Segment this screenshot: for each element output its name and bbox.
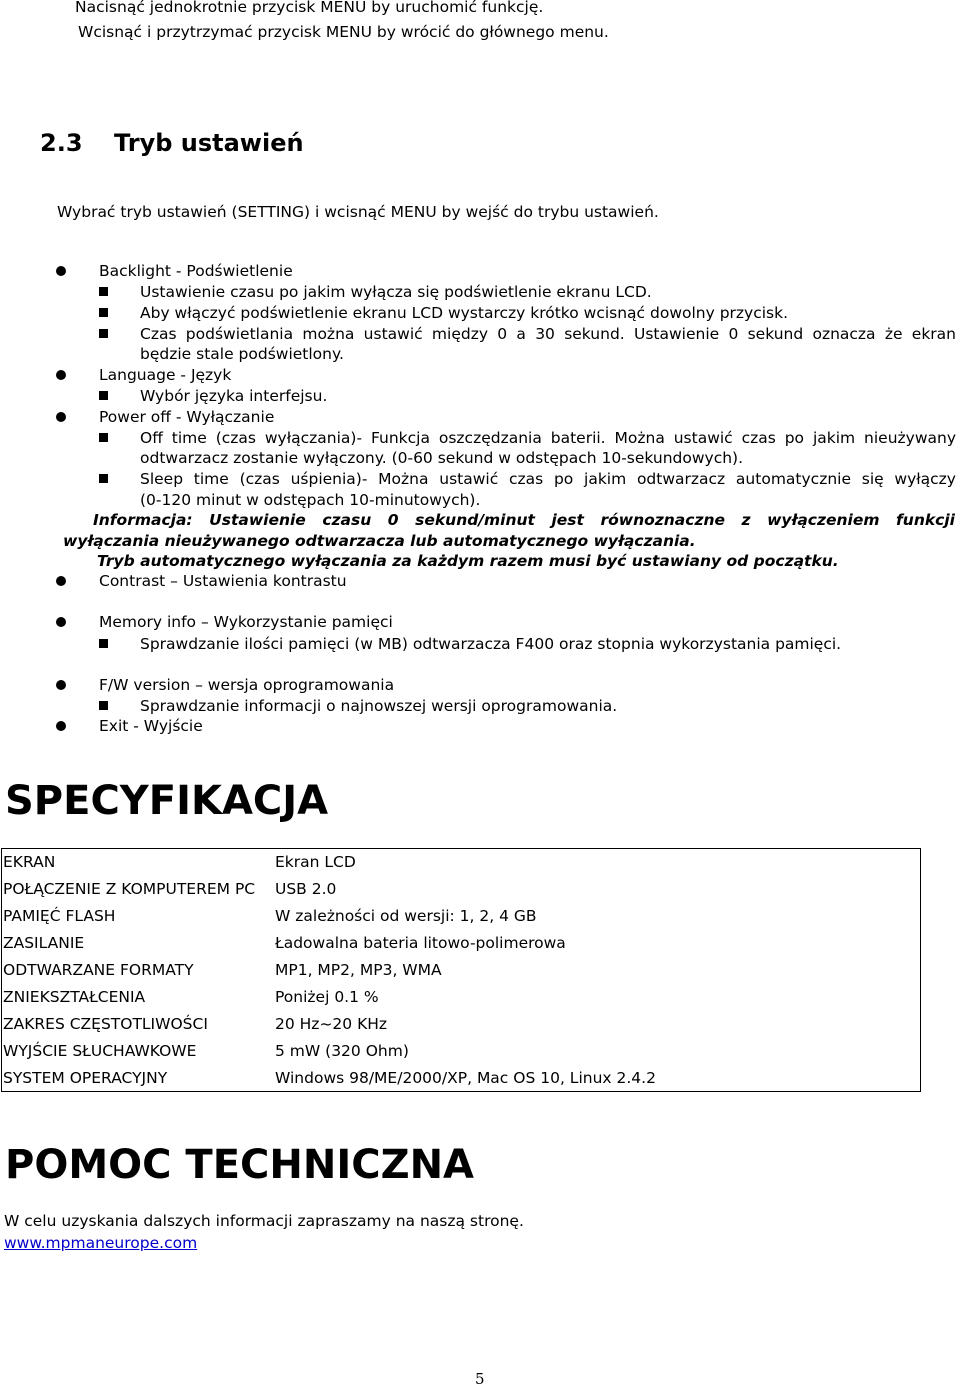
spec-row <box>2 957 921 984</box>
poweroff-label: Power off - Wyłączanie <box>99 408 275 426</box>
instruction-line-1: Nacisnąć jednokrotnie przycisk MENU by uruchomić funkcję. <box>75 0 544 16</box>
section-title: Tryb ustawień <box>114 129 304 157</box>
backlight-sub-1: Ustawienie czasu po jakim wyłącza się podświetlenie ekranu LCD. <box>140 283 652 301</box>
spec-value: Poniżej 0.1 % <box>275 987 379 1006</box>
spec-value: Ekran LCD <box>275 853 356 872</box>
bullet-square-icon <box>99 639 108 648</box>
section-number: 2.3 <box>40 129 83 157</box>
info-line-1: Informacja: Ustawienie czasu 0 sekund/minut jest równoznaczne z wyłączeniem funkcji <box>93 511 955 529</box>
spec-key: ODTWARZANE FORMATY <box>3 961 194 979</box>
spec-row <box>2 930 921 957</box>
language-label: Language - Język <box>99 366 232 384</box>
bullet-square-icon <box>99 391 108 400</box>
backlight-label: Backlight - Podświetlenie <box>99 262 293 280</box>
spec-key: POŁĄCZENIE Z KOMPUTEREM PC <box>3 880 256 899</box>
fw-label: F/W version – wersja oprogramowania <box>99 676 395 694</box>
spec-value: USB 2.0 <box>275 880 337 899</box>
spec-key: SYSTEM OPERACYJNY <box>3 1068 168 1087</box>
spec-row <box>2 1010 921 1037</box>
spec-row <box>2 983 921 1010</box>
support-text: W celu uzyskania dalszych informacji zapraszamy na naszą stronę. <box>4 1212 524 1230</box>
spec-row <box>2 903 921 930</box>
spec-value: Windows 98/ME/2000/XP, Mac OS 10, Linux 2.4.2 <box>275 1068 656 1087</box>
bullet-dot-icon <box>56 266 66 276</box>
instruction-line-2: Wcisnąć i przytrzymać przycisk MENU by wrócić do głównego menu. <box>78 23 609 41</box>
spec-value: MP1, MP2, MP3, WMA <box>275 961 442 979</box>
bullet-square-icon <box>99 701 108 710</box>
spec-key: PAMIĘĆ FLASH <box>3 907 116 926</box>
fw-sub: Sprawdzanie informacji o najnowszej wersji oprogramowania. <box>140 697 618 715</box>
contrast-label: Contrast – Ustawienia kontrastu <box>99 572 347 590</box>
spec-value: 20 Hz~20 KHz <box>275 1014 388 1033</box>
bullet-dot-icon <box>56 617 66 627</box>
info-line-3: Tryb automatycznego wyłączania za każdym razem musi być ustawiany od początku. <box>97 552 839 570</box>
bullet-square-icon <box>99 287 108 296</box>
spec-table <box>1 848 921 1092</box>
exit-label: Exit - Wyjście <box>99 717 203 735</box>
spec-key: ZASILANIE <box>3 934 85 953</box>
backlight-sub-3-line-1: Czas podświetlania można ustawić między 0 a 30 sekund. Ustawienie 0 sekund oznacza że ekran <box>140 325 956 343</box>
backlight-sub-3-line-2: będzie stale podświetlony. <box>140 345 344 363</box>
spec-table-body <box>2 849 921 1092</box>
bullet-dot-icon <box>56 680 66 690</box>
bullet-square-icon <box>99 474 108 483</box>
offtime-line-1: Off time (czas wyłączania)- Funkcja oszczędzania baterii. Można ustawić czas po jakim nieużywany <box>140 429 956 447</box>
spec-row <box>2 1037 921 1064</box>
spec-row <box>2 849 921 876</box>
spec-value: W zależności od wersji: 1, 2, 4 GB <box>275 907 537 926</box>
backlight-sub-2: Aby włączyć podświetlenie ekranu LCD wystarczy krótko wcisnąć dowolny przycisk. <box>140 304 789 322</box>
offtime-line-2: odtwarzacz zostanie wyłączony. (0-60 sekund w odstępach 10-sekundowych). <box>140 449 744 467</box>
language-sub: Wybór języka interfejsu. <box>140 387 328 405</box>
bullet-dot-icon <box>56 412 66 422</box>
section-intro: Wybrać tryb ustawień (SETTING) i wcisnąć MENU by wejść do trybu ustawień. <box>57 203 659 221</box>
bullet-square-icon <box>99 329 108 338</box>
bullet-square-icon <box>99 433 108 442</box>
page-number: 5 <box>475 1370 485 1388</box>
spec-key: ZAKRES CZĘSTOTLIWOŚCI <box>3 1014 208 1033</box>
spec-value: 5 mW (320 Ohm) <box>275 1041 409 1060</box>
spec-row <box>2 1064 921 1091</box>
sleeptime-line-1: Sleep time (czas uśpienia)- Można ustawić czas po jakim odtwarzacz automatycznie się wyłączy <box>140 470 956 488</box>
memory-sub: Sprawdzanie ilości pamięci (w MB) odtwarzacza F400 oraz stopnia wykorzystania pamięci. <box>140 635 842 653</box>
support-link[interactable]: www.mpmaneurope.com <box>4 1234 198 1252</box>
support-title: POMOC TECHNICZNA <box>5 1142 475 1188</box>
spec-row <box>2 876 921 903</box>
spec-title: SPECYFIKACJA <box>5 778 329 824</box>
spec-key: EKRAN <box>3 853 56 872</box>
bullet-dot-icon <box>56 721 66 731</box>
spec-key: ZNIEKSZTAŁCENIA <box>3 987 146 1006</box>
bullet-dot-icon <box>56 576 66 586</box>
sleeptime-line-2: (0-120 minut w odstępach 10-minutowych). <box>140 491 481 509</box>
info-line-2: wyłączania nieużywanego odtwarzacza lub automatycznego wyłączania. <box>63 532 696 550</box>
memory-label: Memory info – Wykorzystanie pamięci <box>99 613 393 631</box>
spec-key: WYJŚCIE SŁUCHAWKOWE <box>3 1041 197 1060</box>
bullet-square-icon <box>99 308 108 317</box>
bullet-dot-icon <box>56 370 66 380</box>
spec-value: Ładowalna bateria litowo-polimerowa <box>275 934 566 953</box>
